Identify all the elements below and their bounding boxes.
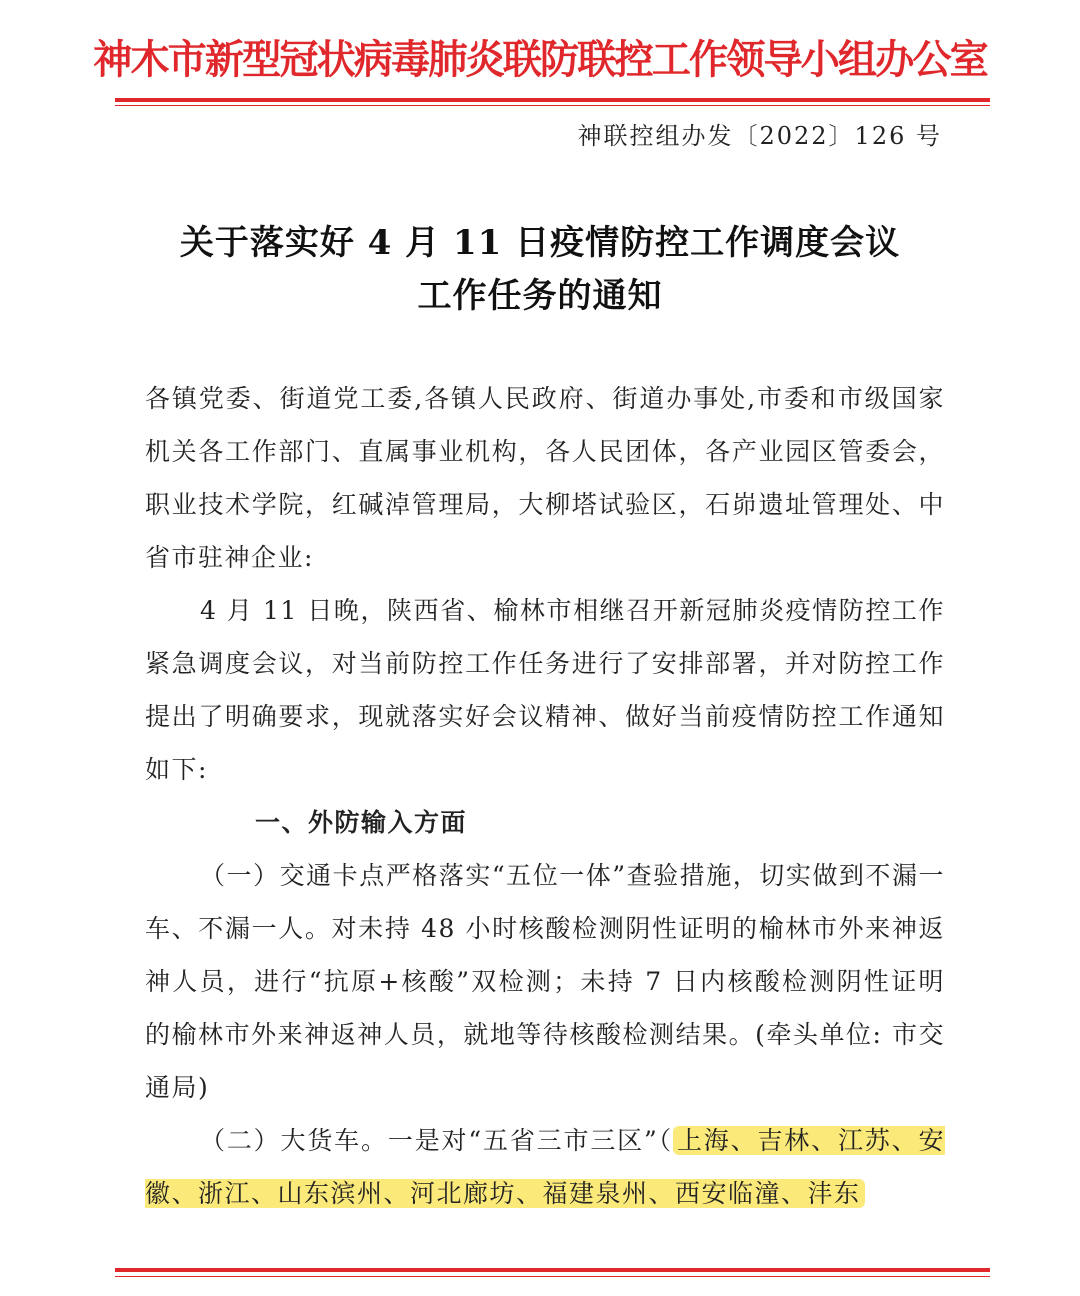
- header-red-rule-thin: [115, 105, 990, 106]
- item-2-paragraph: [145, 1114, 945, 1220]
- document-body: [145, 372, 945, 1220]
- footer-red-rule-thin: [115, 1276, 990, 1277]
- highlighted-regions: 上海、吉林、江苏、安徽、浙江、山东滨州、河北廊坊、福建泉州、西安临潼、沣东: [145, 1126, 945, 1208]
- document-title-line-1: 关于落实好 4 月 11 日疫情防控工作调度会议: [179, 223, 901, 263]
- document-title-line-2: 工作任务的通知: [417, 276, 663, 316]
- item-1-paragraph: （一）交通卡点严格落实“五位一体”查验措施，切实做到不漏一车、不漏一人。对未持 48 小时核酸检测阴性证明的榆林市外来神返神人员，进行“抗原+核酸”双检测；未持 7 日内核酸检测阴性证明的榆林市外来神返神人员，就地等待核酸检测结果。(牵头单位: 市交通局): [145, 861, 945, 1102]
- item-2-text: （二）大货车。一是对“五省三市三区”（: [200, 1126, 673, 1155]
- section-heading-external-prevention: 一、外防输入方面: [255, 808, 468, 837]
- addressee-paragraph: 各镇党委、街道党工委,各镇人民政府、街道办事处,市委和市级国家机关各工作部门、直属事业机构，各人民团体，各产业园区管委会，职业技术学院，红碱淖管理局，大柳塔试验区，石峁遗址管理处、中省市驻神企业:: [145, 384, 945, 572]
- intro-paragraph: 4 月 11 日晚，陕西省、榆林市相继召开新冠肺炎疫情防控工作紧急调度会议，对当前防控工作任务进行了安排部署，并对防控工作提出了明确要求，现就落实好会议精神、做好当前疫情防控工作通知如下:: [145, 596, 945, 784]
- header-red-rule-thick: [115, 98, 990, 102]
- document-number: 神联控组办发〔2022〕126 号: [577, 122, 942, 150]
- issuing-office-header: 神木市新型冠状病毒肺炎联防联控工作领导小组办公室: [93, 37, 987, 83]
- footer-red-rule-thick: [115, 1268, 990, 1272]
